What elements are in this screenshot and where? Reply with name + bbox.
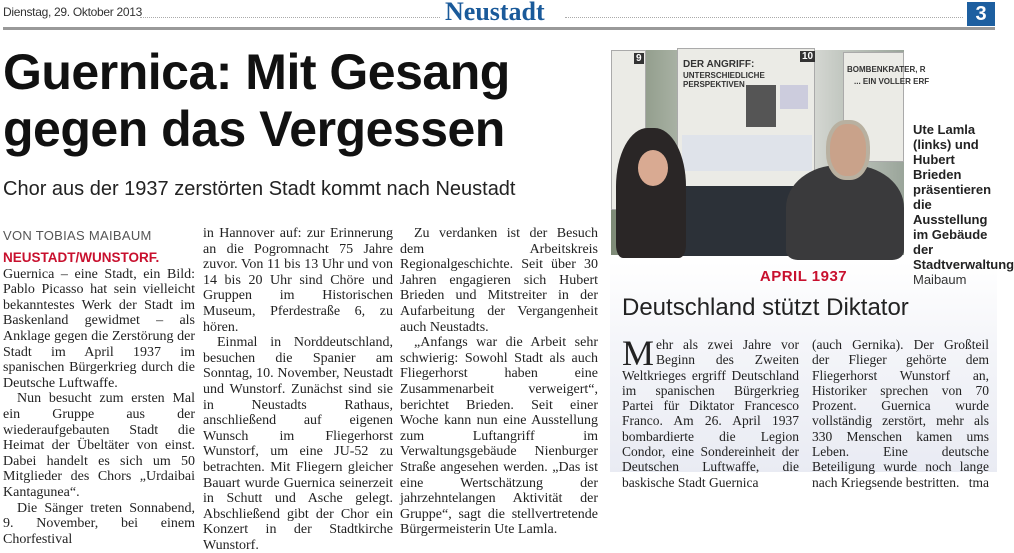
- exhibit-poster: DER ANGRIFF: UNTERSCHIEDLICHE PERSPEKTIVEN 10: [677, 48, 815, 188]
- article-paragraph: in Hannover auf: zur Erinnerung an die Pogromnacht 75 Jahre zuvor. Von 11 bis 13 Uhr und von 14 bis 20 Uhr sind Chöre und Gruppen im Historischen Museum, Pferdestraße 6, zu hören.: [203, 226, 393, 335]
- article-byline: VON TOBIAS MAIBAUM: [3, 228, 152, 243]
- article-paragraph: NEUSTADT/WUNSTORF. Guernica – eine Stadt, ein Bild: Pablo Picasso hat sein vielleicht bekanntestes Werk der Stadt im Baskenland gewidmet – als Anklage gegen die Zerstörung der Stadt im April 1937 im spanischen Bürgerkrieg durch die Deutsche Luftwaffe.: [3, 250, 195, 391]
- face: [638, 150, 668, 186]
- info-box-column-1: Mehr als zwei Jahre vor Beginn des Zweiten Weltkrieges ergriff Deutschland im spanischen Bürgerkrieg Partei für Diktator Francesco Franco. Am 26. April 1937 bombardierte die Legion Condor, eine Sondereinheit der Deutschen Luftwaffe, die baskische Stadt Guernica: [622, 333, 799, 490]
- info-box-title: Deutschland stützt Diktator: [622, 294, 909, 321]
- info-box-column-2: (auch Gernika). Der Großteil der Flieger gehörte dem Fliegerhorst Wunstorf an, Historiker sprechen von 70 Prozent. Guernica wurde vollständig zerstört, mehr als 330 Menschen kamen ums Leben. Eine deutsche Beteiligung wurde noch lange nach Kriegsende bestritten. tma: [812, 337, 989, 490]
- photo-caption: Ute Lamla (links) und Hubert Brieden präsentieren die Ausstellung im Gebäude der Stadtverwaltung Maibaum: [913, 122, 1014, 287]
- section-title: Neustadt: [445, 0, 545, 26]
- issue-date: Dienstag, 29. Oktober 2013: [3, 5, 142, 19]
- exhibit-poster: BOMBENKRATER, R ... EIN VOLLER ERF: [843, 52, 904, 162]
- article-paragraph: „Anfangs war die Arbeit sehr schwierig: Sowohl Stadt als auch Fliegerhorst haben eine Zusammenarbeit verweigert“, berichtet Brieden. Seit einer Woche kann nun eine Ausstellung zum Luftangriff im Verwaltungsgebäude Nienburger Straße angesehen werden. „Das ist eine Wertschätzung der jahrzehntelangen Aktivität der Gruppe“, sagt die stellvertretende Bürgermeisterin Ute Lamla.: [400, 335, 598, 538]
- header-dotted-rule: [565, 17, 963, 18]
- article-subheadline: Chor aus der 1937 zerstörten Stadt kommt nach Neustadt: [3, 178, 516, 200]
- article-column-3: [400, 226, 598, 538]
- article-headline: Guernica: Mit Gesang gegen das Vergessen: [3, 44, 510, 157]
- face: [826, 120, 870, 180]
- info-box-kicker: APRIL 1937: [759, 268, 848, 285]
- article-column-2: [203, 226, 393, 553]
- page-number: 3: [967, 2, 995, 26]
- article-paragraph: Nun besucht zum ersten Mal ein Gruppe aus der wiederaufgebauten Stadt die Heimat der Übeltäter von einst. Dabei handelt es sich um 50 Mitglieder des Chors „Urdaibai Kantagunea“.: [3, 391, 195, 500]
- article-paragraph: Einmal in Norddeutschland, besuchen die Spanier am Sonntag, 10. November, Neustadt und Wunstorf. Zunächst sind sie in Neustadts Rathaus, anschließend auf eigenen Wunsch im Fliegerhorst Wunstorf, um eine JU-52 zu betrachten. Mit Fliegern gleicher Bauart wurde Guernica seinerzeit in Schutt und Asche gelegt. Abschließend gibt der Chor ein Konzert in der Stadtkirche Wunstorf.: [203, 335, 393, 553]
- article-paragraph: Die Sänger treten Sonnabend, 9. November, bei einem Chorfestival: [3, 500, 195, 547]
- header-rule: [3, 27, 995, 30]
- exhibit-poster: 9: [611, 50, 646, 210]
- author-initials: tma: [968, 474, 989, 490]
- header-dotted-rule: [140, 17, 440, 18]
- dateline: NEUSTADT/WUNSTORF.: [3, 250, 160, 265]
- person-ute-lamla: [616, 128, 686, 258]
- photo-credit: Maibaum: [913, 272, 967, 287]
- article-column-1: [3, 250, 195, 547]
- article-paragraph: Zu verdanken ist der Besuch dem Arbeitskreis Regionalgeschichte. Seit über 30 Jahren engagieren sich Hubert Brieden und Mitstreiter in der Aufarbeitung der Vergangenheit auch Neustadts.: [400, 226, 598, 335]
- dropcap: M: [622, 333, 655, 373]
- article-photo: [611, 50, 930, 255]
- info-box: [610, 262, 997, 490]
